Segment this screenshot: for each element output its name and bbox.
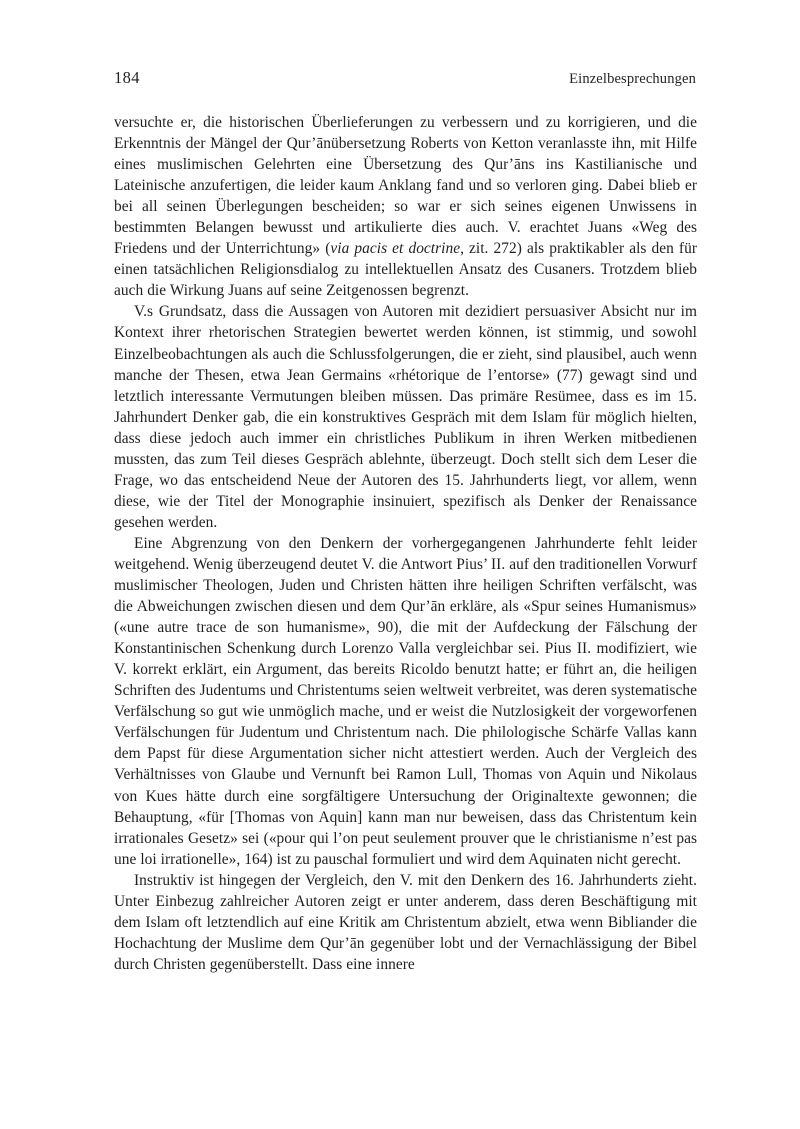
text-run: versuchte er, die historischen Überlieferungen zu verbessern und zu korrigieren, und die Erkenntnis der Mängel der Qur’ānübersetzung Roberts von Ketton veranlasste ihn, mit Hilfe eines muslimischen Gelehrten eine Übersetzung des Qur’āns ins Kastilianische und Lateinische anzufertigen, die leider kaum Anklang fand und so verloren ging. Dabei blieb er bei all seinen Überlegungen bescheiden; so war er sich seines eigenen Unwissens in bestimmten Belangen bewusst und artikulierte dies auch. V. erachtet Juans «Weg des Friedens und der Unterrichtung» ( [114,114,697,258]
running-head-title: Einzelbesprechungen [569,71,696,87]
paragraph-4 [114,870,697,975]
paragraph-3 [114,533,697,870]
text-run: , zit. 272) als praktikabler als den für einen tatsächlichen Religionsdialog zu intellektuellen Ansatz des Cusaners. Trotzdem blieb auch die Wirkung Juans auf seine Zeitgenossen begrenzt. [114,240,697,300]
page-number: 184 [114,68,140,87]
running-head [114,68,696,88]
text-run: V.s Grundsatz, dass die Aussagen von Autoren mit dezidiert persuasiver Absicht nur im Kontext ihrer rhetorischen Strategien bewertet werden können, ist stimmig, und sowohl Einzelbeobachtungen als auch die Schlussfolgerungen, die er zieht, sind plausibel, auch wenn manche der Thesen, etwa Jean Germains «rhétorique de l’entorse» (77) gewagt sind und letztlich interessante Vermutungen bleiben müssen. Das primäre Resümee, dass es im 15. Jahrhundert Denker gab, die ein konstruktives Gespräch mit dem Islam für möglich hielten, dass diese jedoch auch immer ein christliches Publikum in ihren Werken mitbedienen mussten, das zum Teil dieses Gespräch ablehnte, überzeugt. Doch stellt sich dem Leser die Frage, wo das entscheidend Neue der Autoren des 15. Jahrhunderts liegt, vor allem, wenn diese, wie der Titel der Monographie insinuiert, spezifisch als Denker der Renaissance gesehen werden. [114,303,697,531]
text-run: Eine Abgrenzung von den Denkern der vorhergegangenen Jahrhunderte fehlt leider weitgehend. Wenig überzeugend deutet V. die Antwort Pius’ II. auf den traditionellen Vorwurf muslimischer Theologen, Juden und Christen hätten ihre heiligen Schriften verfälscht, was die Abweichungen zwischen diesen und dem Qur’ān erkläre, als «Spur seines Humanismus» («une autre trace de son humanisme», 90), die mit der Aufdeckung der Fälschung der Konstantinischen Schenkung durch Lorenzo Valla vergleichbar sei. Pius II. modifiziert, wie V. korrekt erklärt, ein Argument, das bereits Ricoldo benutzt hatte; er führt an, die heiligen Schriften des Judentums und Christentums seien weltweit verbreitet, was deren systematische Verfälschung so gut wie unmöglich mache, und er weist die Nutzlosigkeit der vorgeworfenen Verfälschungen für Judentum und Christentum nach. Die philologische Schärfe Vallas kann dem Papst für diese Argumentation sicher nicht attestiert werden. Auch der Vergleich des Verhältnisses von Glaube und Vernunft bei Ramon Lull, Thomas von Aquin und Nikolaus von Kues hätte durch eine sorgfältigere Untersuchung der Originaltexte gewonnen; die Behauptung, «für [Thomas von Aquin] kann man nur beweisen, dass das Christentum kein irrationales Gesetz» sei («pour qui l’on peut seulement prouver que le christianisme n’est pas une loi irrationelle», 164) ist zu pauschal formuliert und wird dem Aquinaten nicht gerecht. [114,534,697,868]
text-run: Instruktiv ist hingegen der Vergleich, den V. mit den Denkern des 16. Jahrhunderts zieht. Unter Einbezug zahlreicher Autoren zeigt er unter anderem, dass deren Beschäftigung mit dem Islam oft letztendlich auf eine Kritik am Christentum abzielt, etwa wenn Bibliander die Hochachtung der Muslime dem Qur’ān gegenüber lobt und der Vernachlässigung der Bibel durch Christen gegenüberstellt. Dass eine innere [114,871,697,973]
italic-run: via pacis et doctrine [330,240,461,258]
body-text-block [114,112,697,975]
paragraph-2 [114,301,697,533]
paragraph-1 [114,112,697,301]
